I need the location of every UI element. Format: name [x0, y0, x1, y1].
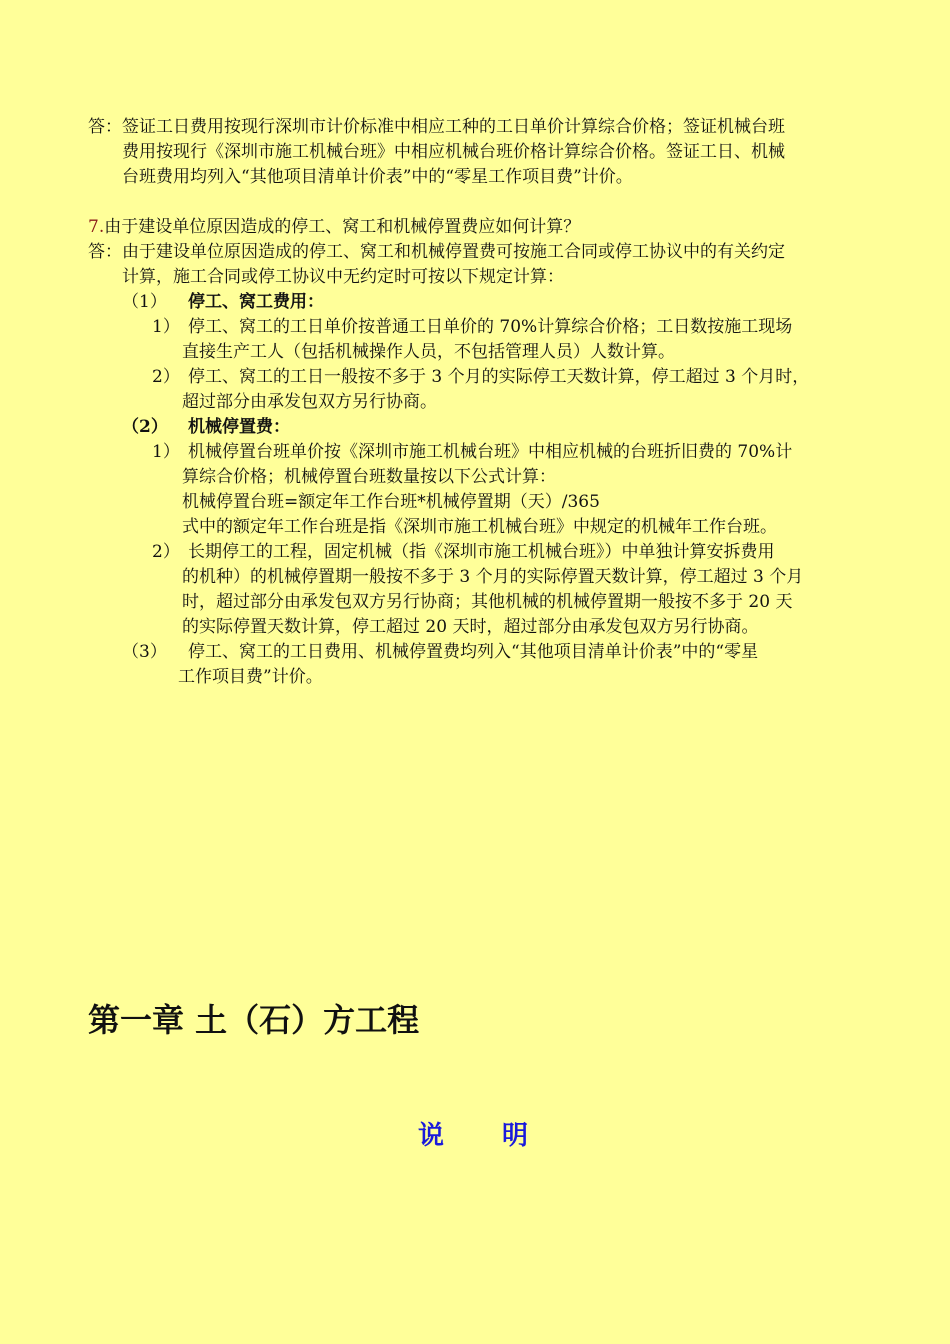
- answer7-point-2-item-2-marker: 2）: [152, 542, 180, 562]
- answer7-point-2-item-2-line-4: 的实际停置天数计算，停工超过 20 天时，超过部分由承发包双方另行协商。: [182, 617, 759, 637]
- answer7-point-1-item-1-line-1: 停工、窝工的工日单价按普通工日单价的 70%计算综合价格；工日数按施工现场: [188, 317, 793, 337]
- answer7-point-2-item-1-line-2: 算综合价格；机械停置台班数量按以下公式计算：: [182, 467, 556, 487]
- answer7-point-1-item-2-line-2: 超过部分由承发包双方另行协商。: [182, 392, 437, 412]
- answer7-line-2: 计算，施工合同或停工协议中无约定时可按以下规定计算：: [122, 267, 564, 287]
- answer7-point-2-item-2-line-2: 的机种）的机械停置期一般按不多于 3 个月的实际停置天数计算，停工超过 3 个月: [182, 567, 804, 587]
- answer7-point-1-title: 停工、窝工费用：: [188, 292, 324, 312]
- answer7-point-1-item-2-marker: 2）: [152, 367, 180, 387]
- section-title-char-1: 说: [418, 1121, 445, 1151]
- answer7-point-2-item-1-line-1: 机械停置台班单价按《深圳市施工机械台班》中相应机械的台班折旧费的 70%计: [188, 442, 793, 462]
- answer7-point-3-line-2: 工作项目费”计价。: [178, 667, 323, 687]
- answer7-formula: 机械停置台班=额定年工作台班*机械停置期（天）/365: [182, 492, 600, 512]
- answer7-point-2-marker: （2）: [122, 417, 168, 437]
- answer6-line-3: 台班费用均列入“其他项目清单计价表”中的“零星工作项目费”计价。: [122, 167, 633, 187]
- question7-number: 7.: [88, 217, 105, 237]
- answer7-point-3-marker: （3）: [122, 642, 167, 662]
- answer7-point-2-item-2-line-1: 长期停工的工程，固定机械（指《深圳市施工机械台班》）中单独计算安拆费用: [188, 542, 775, 562]
- answer7-point-3-line-1: 停工、窝工的工日费用、机械停置费均列入“其他项目清单计价表”中的“零星: [188, 642, 759, 662]
- chapter-title: 第一章 土（石）方工程: [88, 1001, 420, 1039]
- answer6-line-2: 费用按现行《深圳市施工机械台班》中相应机械台班价格计算综合价格。签证工日、机械: [122, 142, 785, 162]
- answer7-point-1-marker: （1）: [122, 292, 167, 312]
- section-title: [418, 1118, 528, 1154]
- answer7-point-1-item-2-line-1: 停工、窝工的工日一般按不多于 3 个月的实际停工天数计算，停工超过 3 个月时，: [188, 367, 810, 387]
- section-title-char-2: 明: [502, 1121, 529, 1151]
- answer7-point-2-item-2-line-3: 时，超过部分由承发包双方另行协商；其他机械的机械停置期一般按不多于 20 天: [182, 592, 793, 612]
- question7: [88, 215, 580, 240]
- answer7-point-2-item-1-marker: 1）: [152, 442, 180, 462]
- answer7-line-1: 答：由于建设单位原因造成的停工、窝工和机械停置费可按施工合同或停工协议中的有关约定: [88, 242, 785, 262]
- answer7-point-2-item-1-line-4: 式中的额定年工作台班是指《深圳市施工机械台班》中规定的机械年工作台班。: [182, 517, 777, 537]
- answer6-line-1: 答：签证工日费用按现行深圳市计价标准中相应工种的工日单价计算综合价格；签证机械台班: [88, 117, 785, 137]
- question7-text: 由于建设单位原因造成的停工、窝工和机械停置费应如何计算？: [104, 217, 581, 237]
- answer7-point-1-item-1-marker: 1）: [152, 317, 180, 337]
- answer7-point-2-title: 机械停置费：: [188, 417, 290, 437]
- answer7-point-1-item-1-line-2: 直接生产工人（包括机械操作人员，不包括管理人员）人数计算。: [182, 342, 675, 362]
